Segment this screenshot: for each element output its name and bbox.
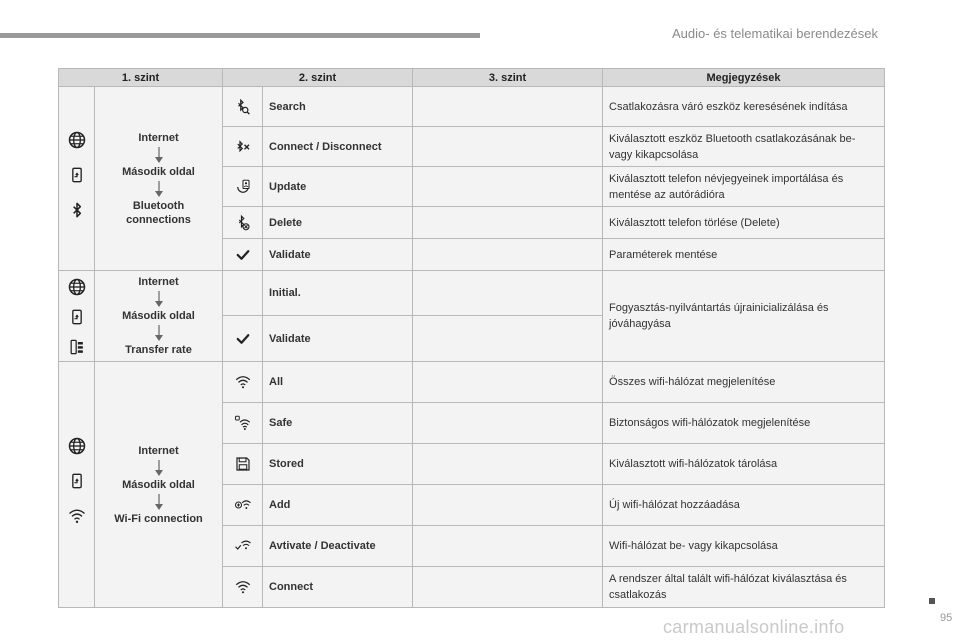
path-step: Internet: [138, 444, 179, 457]
note-cell: A rendszer által talált wifi-hálózat kiválasztása és csatlakozás: [603, 567, 885, 608]
arrow-down-icon: [154, 325, 164, 341]
note-cell: Biztonságos wifi-hálózatok megjelenítése: [603, 403, 885, 444]
level3-cell: [413, 403, 603, 444]
level3-cell: [413, 362, 603, 403]
wifi-icon: [67, 506, 87, 526]
level1-icons: [59, 362, 95, 608]
page-number: 95: [940, 612, 953, 624]
wifi-icon: [234, 373, 252, 391]
level2-icon-cell: [223, 485, 263, 526]
column-header-notes: Megjegyzések: [603, 69, 885, 87]
level3-cell: [413, 87, 603, 127]
column-header-level2: 2. szint: [223, 69, 413, 87]
level3-cell: [413, 239, 603, 271]
note-cell: Fogyasztás-nyilvántartás újrainicializálása és jóváhagyása: [603, 271, 885, 362]
globe-icon: [67, 130, 87, 150]
level2-label: Connect / Disconnect: [263, 127, 413, 167]
level2-icon-cell: [223, 316, 263, 362]
wifi-add-icon: [234, 496, 252, 514]
check-icon: [234, 246, 252, 264]
phone-icon: [67, 307, 87, 327]
bluetooth-icon: [67, 200, 87, 220]
bluetooth-delete-icon: [234, 214, 252, 232]
page-marker: [929, 598, 935, 604]
note-cell: Kiválasztott eszköz Bluetooth csatlakozásának be- vagy kikapcsolása: [603, 127, 885, 167]
header-bar: [0, 33, 480, 38]
arrow-down-icon: [154, 181, 164, 197]
wifi-check-icon: [234, 537, 252, 555]
level2-label: Stored: [263, 444, 413, 485]
path-step: Második oldal: [122, 165, 195, 178]
level1-path: [95, 362, 223, 608]
level2-label: Validate: [263, 316, 413, 362]
table-row: [59, 271, 885, 316]
arrow-down-icon: [154, 460, 164, 476]
level2-label: Validate: [263, 239, 413, 271]
level2-icon-cell: [223, 271, 263, 316]
path-step: Bluetooth connections: [126, 199, 191, 226]
note-cell: Kiválasztott telefon törlése (Delete): [603, 207, 885, 239]
level1-icons: [59, 87, 95, 271]
level3-cell: [413, 271, 603, 316]
phone-icon: [67, 165, 87, 185]
path-step: Internet: [138, 276, 179, 288]
level2-icon-cell: [223, 87, 263, 127]
path-step: Wi-Fi connection: [114, 512, 203, 525]
watermark: carmanualsonline.info: [663, 617, 845, 637]
bluetooth-search-icon: [234, 98, 252, 116]
level3-cell: [413, 207, 603, 239]
table-row: [59, 362, 885, 403]
arrow-down-icon: [154, 494, 164, 510]
level2-label: Initial.: [263, 271, 413, 316]
note-cell: Összes wifi-hálózat megjelenítése: [603, 362, 885, 403]
level2-label: All: [263, 362, 413, 403]
level1-path: [95, 87, 223, 271]
level3-cell: [413, 127, 603, 167]
path-step: Internet: [138, 131, 179, 144]
note-cell: Paraméterek mentése: [603, 239, 885, 271]
phone-update-icon: [234, 178, 252, 196]
globe-icon: [67, 436, 87, 456]
level2-label: Add: [263, 485, 413, 526]
note-cell: Új wifi-hálózat hozzáadása: [603, 485, 885, 526]
column-header-level1: 1. szint: [59, 69, 223, 87]
wifi-icon: [234, 578, 252, 596]
note-cell: Kiválasztott telefon névjegyeinek importálása és mentése az autórádióra: [603, 167, 885, 207]
level2-icon-cell: [223, 127, 263, 167]
level2-icon-cell: [223, 167, 263, 207]
level2-label: Safe: [263, 403, 413, 444]
level2-label: Connect: [263, 567, 413, 608]
wifi-lock-icon: [234, 414, 252, 432]
level2-label: Delete: [263, 207, 413, 239]
phone-icon: [67, 471, 87, 491]
level1-path: [95, 271, 223, 362]
table-row: [59, 87, 885, 127]
arrow-down-icon: [154, 291, 164, 307]
column-header-level3: 3. szint: [413, 69, 603, 87]
path-step: Második oldal: [122, 310, 195, 322]
globe-icon: [67, 277, 87, 297]
level1-icons: [59, 271, 95, 362]
arrow-down-icon: [154, 147, 164, 163]
save-icon: [234, 455, 252, 473]
level2-icon-cell: [223, 207, 263, 239]
table-header-row: [59, 69, 885, 87]
level2-label: Search: [263, 87, 413, 127]
check-icon: [234, 330, 252, 348]
level2-label: Avtivate / Deactivate: [263, 526, 413, 567]
data-transfer-icon: [67, 337, 87, 357]
level2-icon-cell: [223, 526, 263, 567]
level2-icon-cell: [223, 567, 263, 608]
note-cell: Csatlakozásra váró eszköz keresésének indítása: [603, 87, 885, 127]
level3-cell: [413, 444, 603, 485]
level2-label: Update: [263, 167, 413, 207]
level2-icon-cell: [223, 239, 263, 271]
level3-cell: [413, 167, 603, 207]
settings-table: [58, 68, 885, 608]
level3-cell: [413, 567, 603, 608]
level2-icon-cell: [223, 444, 263, 485]
path-step: Transfer rate: [125, 344, 192, 356]
level2-icon-cell: [223, 362, 263, 403]
note-cell: Wifi-hálózat be- vagy kikapcsolása: [603, 526, 885, 567]
path-step: Második oldal: [122, 478, 195, 491]
level2-icon-cell: [223, 403, 263, 444]
level3-cell: [413, 316, 603, 362]
note-cell: Kiválasztott wifi-hálózatok tárolása: [603, 444, 885, 485]
page-header-title: Audio- és telematikai berendezések: [672, 26, 878, 41]
bluetooth-x-icon: [234, 138, 252, 156]
level3-cell: [413, 526, 603, 567]
level3-cell: [413, 485, 603, 526]
